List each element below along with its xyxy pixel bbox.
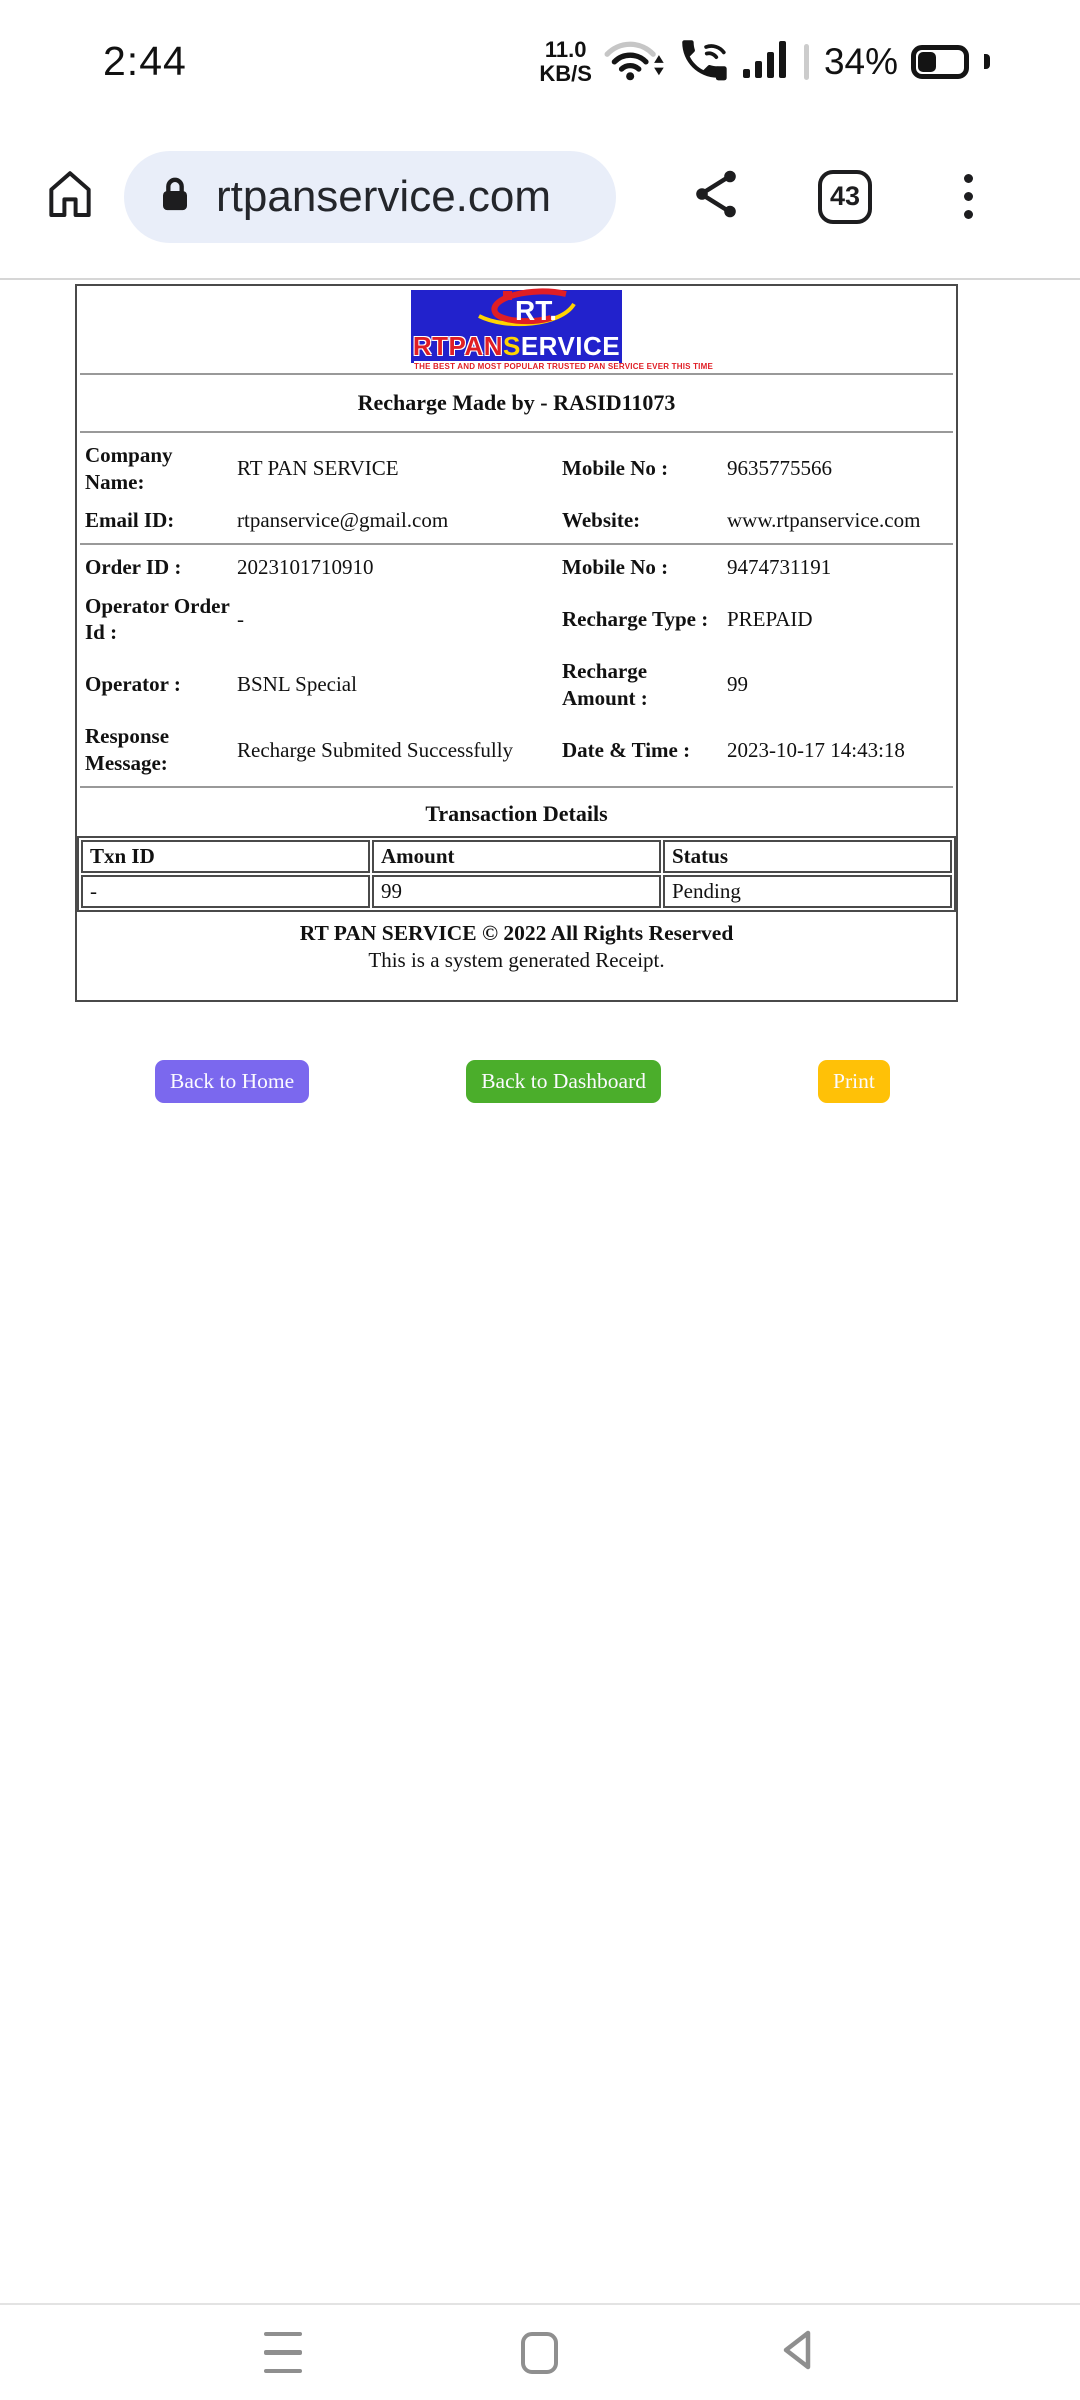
wifi-calling-icon bbox=[676, 34, 730, 89]
back-to-dashboard-button[interactable]: Back to Dashboard bbox=[466, 1060, 661, 1103]
txn-id-cell: - bbox=[81, 875, 370, 908]
info-row: Response Message: Recharge Submited Successfully Date & Time : 2023-10-17 14:43:18 bbox=[85, 724, 905, 775]
column-header: Amount bbox=[372, 840, 661, 873]
copyright-text: RT PAN SERVICE © 2022 All Rights Reserved bbox=[299, 920, 734, 945]
network-speed: 11.0 KB/S bbox=[539, 37, 592, 86]
column-header: Status bbox=[663, 840, 952, 873]
separator bbox=[80, 786, 953, 788]
receipt-card bbox=[75, 284, 958, 1002]
wifi-icon bbox=[605, 36, 663, 87]
back-to-home-button[interactable]: Back to Home bbox=[155, 1060, 309, 1103]
rtpanservice-logo bbox=[411, 290, 713, 371]
share-button[interactable] bbox=[692, 168, 740, 225]
info-row: Email ID: rtpanservice@gmail.com Website: www.rtpanservice.com bbox=[85, 508, 921, 533]
company-info-section bbox=[77, 433, 956, 543]
status-bar bbox=[0, 0, 1080, 115]
logo-mark-text: RT. bbox=[515, 295, 557, 326]
home-button[interactable] bbox=[42, 166, 98, 227]
android-navigation-bar bbox=[0, 2303, 1080, 2400]
transaction-details-heading: Transaction Details bbox=[425, 800, 608, 826]
info-row: Operator Order Id : - Recharge Type : PREPAID bbox=[85, 593, 813, 645]
signal-bars-icon bbox=[743, 39, 789, 84]
nav-back-button[interactable] bbox=[777, 2328, 817, 2377]
info-row: Operator : BSNL Special Recharge Amount : 99 bbox=[85, 658, 748, 710]
logo-mark-area bbox=[411, 290, 622, 336]
logo-wordmark: RTPANSERVICE bbox=[412, 331, 621, 361]
browser-toolbar bbox=[0, 115, 1080, 280]
battery-nub bbox=[984, 54, 990, 69]
browser-menu-button[interactable] bbox=[960, 170, 977, 223]
nav-home-button[interactable] bbox=[521, 2332, 558, 2374]
order-info-section bbox=[77, 545, 956, 786]
recents-button[interactable] bbox=[264, 2332, 302, 2374]
column-header: Txn ID bbox=[81, 840, 370, 873]
info-row: Company Name: RT PAN SERVICE Mobile No : 9635775566 bbox=[85, 443, 832, 494]
info-row: Order ID : 2023101710910 Mobile No : 9474731191 bbox=[85, 554, 832, 579]
made-by-heading: Recharge Made by - RASID11073 bbox=[357, 390, 676, 415]
battery-percent: 34% bbox=[823, 40, 898, 82]
amount-cell: 99 bbox=[372, 875, 661, 908]
print-button[interactable]: Print bbox=[818, 1060, 890, 1103]
logo-tagline: THE BEST AND MOST POPULAR TRUSTED PAN SERVICE EVER THIS TIME bbox=[414, 362, 713, 371]
status-divider bbox=[804, 44, 809, 80]
system-generated-note: This is a system generated Receipt. bbox=[368, 947, 665, 972]
clock: 2:44 bbox=[103, 38, 187, 84]
tab-switcher-button[interactable] bbox=[818, 170, 872, 224]
status-cell: Pending bbox=[663, 875, 952, 908]
transaction-header-row bbox=[81, 840, 952, 873]
tab-count: 43 bbox=[829, 181, 861, 211]
url-bar[interactable] bbox=[124, 151, 616, 243]
url-text: rtpanservice.com bbox=[216, 171, 552, 221]
transaction-data-row bbox=[81, 875, 952, 908]
action-buttons bbox=[0, 1060, 1080, 1103]
transaction-table bbox=[77, 836, 956, 912]
lock-icon[interactable] bbox=[160, 174, 190, 219]
battery-icon bbox=[911, 45, 969, 79]
